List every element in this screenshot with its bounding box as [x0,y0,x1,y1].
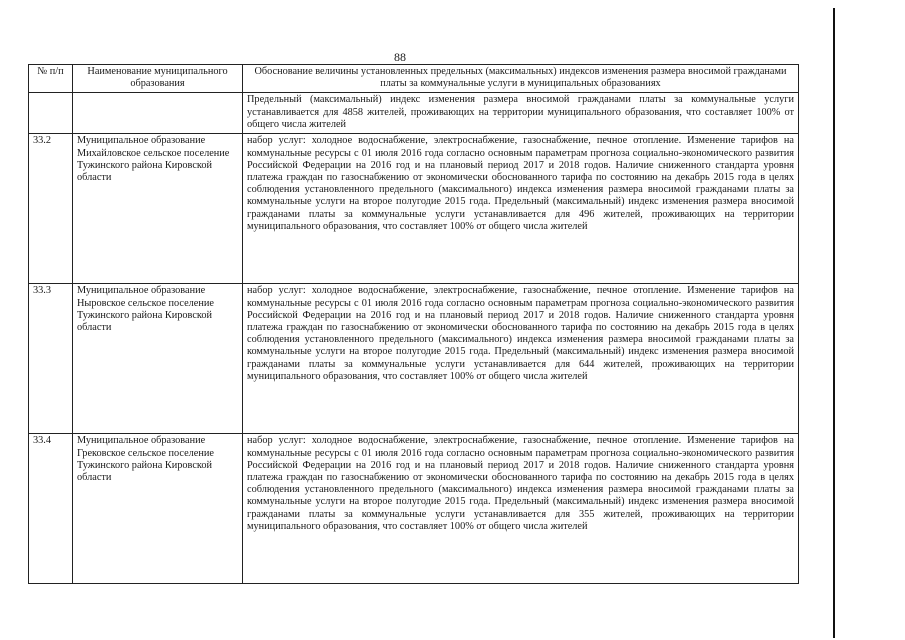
table-row-continuation [29,93,799,134]
header-municipality: Наименование муниципального образования [73,65,243,93]
basis-text: набор услуг: холодное водоснабжение, электроснабжение, газоснабжение, печное отопление. Изменение тарифов на коммунальные ресурсы с 01 июля 2016 года согласно основным параметрам прогноза социально-экономического развития Российской Федерации на 2016 год и на плановый период 2017 и 2018 годов. Наличие сниженного стандарта уровня платежа граждан по газоснабжению от экономически обоснованного тарифа по состоянию на декабрь 2015 года в целях соблюдения установленного предельного (максимального) индекса изменения размера вносимой гражданами платы за коммунальные услуги на второе полугодие 2015 года. Предельный (максимальный) индекс изменения размера вносимой гражданами платы за коммунальные услуги устанавливается для 355 жителей, проживающих на территории муниципального образования, что составляет 100% от общего числа жителей [243,434,799,584]
basis-text: набор услуг: холодное водоснабжение, электроснабжение, газоснабжение, печное отопление. Изменение тарифов на коммунальные ресурсы с 01 июля 2016 года согласно основным параметрам прогноза социально-экономического развития Российской Федерации на 2016 год и на плановый период 2017 и 2018 годов. Наличие сниженного стандарта уровня платежа граждан по газоснабжению от экономически обоснованного тарифа по состоянию на декабрь 2015 года в целях соблюдения установленного предельного (максимального) индекса изменения размера вносимой гражданами платы за коммунальные услуги на второе полугодие 2015 года. Предельный (максимальный) индекс изменения размера вносимой гражданами платы за коммунальные услуги устанавливается для 496 жителей, проживающих на территории муниципального образования, что составляет 100% от общего числа жителей [243,134,799,284]
row-number: 33.3 [29,284,73,434]
basis-text: набор услуг: холодное водоснабжение, электроснабжение, газоснабжение, печное отопление. Изменение тарифов на коммунальные ресурсы с 01 июля 2016 года согласно основным параметрам прогноза социально-экономического развития Российской Федерации на 2016 год и на плановый период 2017 и 2018 годов. Наличие сниженного стандарта уровня платежа граждан по газоснабжению от экономически обоснованного тарифа по состоянию на декабрь 2015 года в целях соблюдения установленного предельного (максимального) индекса изменения размера вносимой гражданами платы за коммунальные услуги на второе полугодие 2015 года. Предельный (максимальный) индекс изменения размера вносимой гражданами платы за коммунальные услуги устанавливается для 644 жителей, проживающих на территории муниципального образования, что составляет 100% от общего числа жителей [243,284,799,434]
continuation-name-cell [73,93,243,134]
municipality-name: Муниципальное образование Грековское сельское поселение Тужинского района Кировской области [73,434,243,584]
tariff-basis-table [28,64,799,584]
municipality-name: Муниципальное образование Ныровское сельское поселение Тужинского района Кировской области [73,284,243,434]
row-number: 33.4 [29,434,73,584]
table-row [29,434,799,584]
row-number: 33.2 [29,134,73,284]
header-basis: Обоснование величины установленных предельных (максимальных) индексов изменения размера вносимой гражданами платы за коммунальные услуги в муниципальных образованиях [243,65,799,93]
continuation-number-cell [29,93,73,134]
municipality-name: Муниципальное образование Михайловское сельское поселение Тужинского района Кировской области [73,134,243,284]
margin-rule [833,8,835,638]
table-header-row [29,65,799,93]
page-number: 88 [394,50,406,64]
continuation-basis-cell: Предельный (максимальный) индекс изменения размера вносимой гражданами платы за коммунальные услуги устанавливается для 4858 жителей, проживающих на территории муниципального образования, что составляет 100% от общего числа жителей [243,93,799,134]
table-row [29,284,799,434]
header-number: № п/п [29,65,73,93]
table-row [29,134,799,284]
